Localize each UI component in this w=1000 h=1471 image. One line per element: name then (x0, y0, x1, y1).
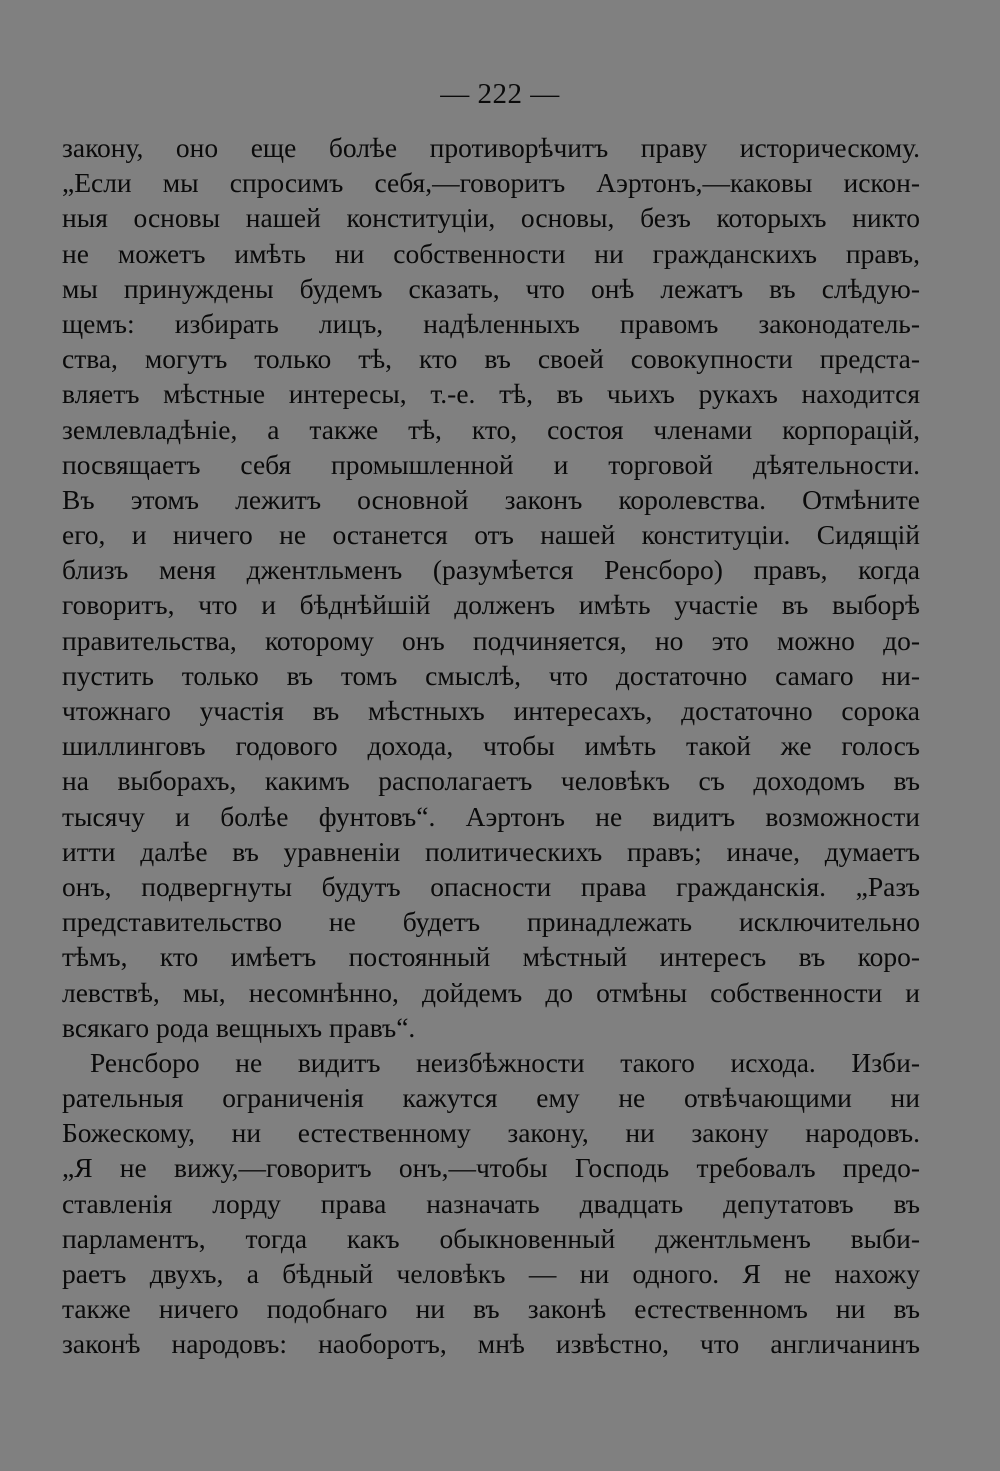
text-line: Божескому, ни естественному закону, ни закону народовъ. (62, 1117, 920, 1149)
text-line: говоритъ, что и бѣднѣйшій долженъ имѣть участіе въ выборѣ (62, 589, 920, 621)
text-line: „Если мы спросимъ себя,—говоритъ Аэртонъ,—каковы искон- (62, 167, 920, 199)
text-line: Ренсборо не видитъ неизбѣжности такого исхода. Изби- (90, 1046, 920, 1078)
text-line: тысячу и болѣе фунтовъ“. Аэртонъ не видитъ возможности (62, 800, 920, 832)
text-line: ныя основы нашей конституціи, основы, безъ которыхъ никто (62, 202, 920, 234)
text-line: ставленія лорду права назначать двадцать депутатовъ въ (62, 1187, 920, 1219)
body-text (62, 130, 920, 1362)
text-line: левствѣ, мы, несомнѣнно, дойдемъ до отмѣны собственности и (62, 976, 920, 1008)
text-line: шиллинговъ годового дохода, чтобы имѣть такой же голосъ (62, 730, 920, 762)
text-line: раетъ двухъ, а бѣдный человѣкъ — ни одного. Я не нахожу (62, 1258, 920, 1289)
text-line: рательныя ограниченія кажутся ему не отвѣчающими ни (62, 1082, 920, 1114)
text-line: итти далѣе въ уравненіи политическихъ правъ; иначе, думаетъ (62, 835, 920, 867)
text-line: также ничего подобнаго ни въ законѣ естественномъ ни въ (62, 1293, 920, 1325)
text-line: на выборахъ, какимъ располагаетъ человѣкъ съ доходомъ въ (62, 765, 920, 797)
text-line: закону, оно еще болѣе противорѣчитъ праву историческому. (62, 132, 920, 163)
text-line: мы принуждены будемъ сказать, что онѣ лежатъ въ слѣдую- (62, 272, 920, 304)
text-line: щемъ: избирать лицъ, надѣленныхъ правомъ законодатель- (62, 307, 920, 339)
text-line: ства, могутъ только тѣ, кто въ своей совокупности предста- (62, 343, 920, 375)
text-line: Въ этомъ лежитъ основной законъ королевства. Отмѣните (62, 483, 920, 515)
text-line: правительства, которому онъ подчиняется, но это можно до- (62, 624, 920, 656)
text-line: онъ, подвергнуты будутъ опасности права гражданскія. „Разъ (62, 870, 920, 902)
text-line: законѣ народовъ: наоборотъ, мнѣ извѣстно, что англичанинъ (62, 1328, 920, 1360)
text-line: близъ меня джентльменъ (разумѣется Ренсборо) правъ, когда (62, 554, 920, 586)
text-line: чтожнаго участія въ мѣстныхъ интересахъ, достаточно сорока (62, 695, 920, 726)
text-line: тѣмъ, кто имѣетъ постоянный мѣстный интересъ въ коро- (62, 941, 920, 973)
text-line: вляетъ мѣстные интересы, т.-е. тѣ, въ чьихъ рукахъ находится (62, 378, 920, 410)
text-line: землевладѣніе, а также тѣ, кто, состоя членами корпорацій, (62, 413, 920, 445)
text-line: „Я не вижу,—говоритъ онъ,—чтобы Господь требовалъ предо- (62, 1152, 920, 1184)
page-number: — 222 — (440, 78, 560, 110)
text-line: не можетъ имѣть ни собственности ни гражданскихъ правъ, (62, 237, 920, 269)
text-line: представительство не будетъ принадлежать исключительно (62, 906, 920, 938)
text-line: парламентъ, тогда какъ обыкновенный джентльменъ выби- (62, 1222, 920, 1254)
text-line: пустить только въ томъ смыслѣ, что достаточно самаго ни- (62, 659, 920, 691)
text-line: всякаго рода вещныхъ правъ“. (62, 1011, 416, 1043)
text-line: посвящаетъ себя промышленной и торговой дѣятельности. (62, 448, 920, 480)
text-line: его, и ничего не останется отъ нашей конституціи. Сидящій (62, 519, 920, 551)
